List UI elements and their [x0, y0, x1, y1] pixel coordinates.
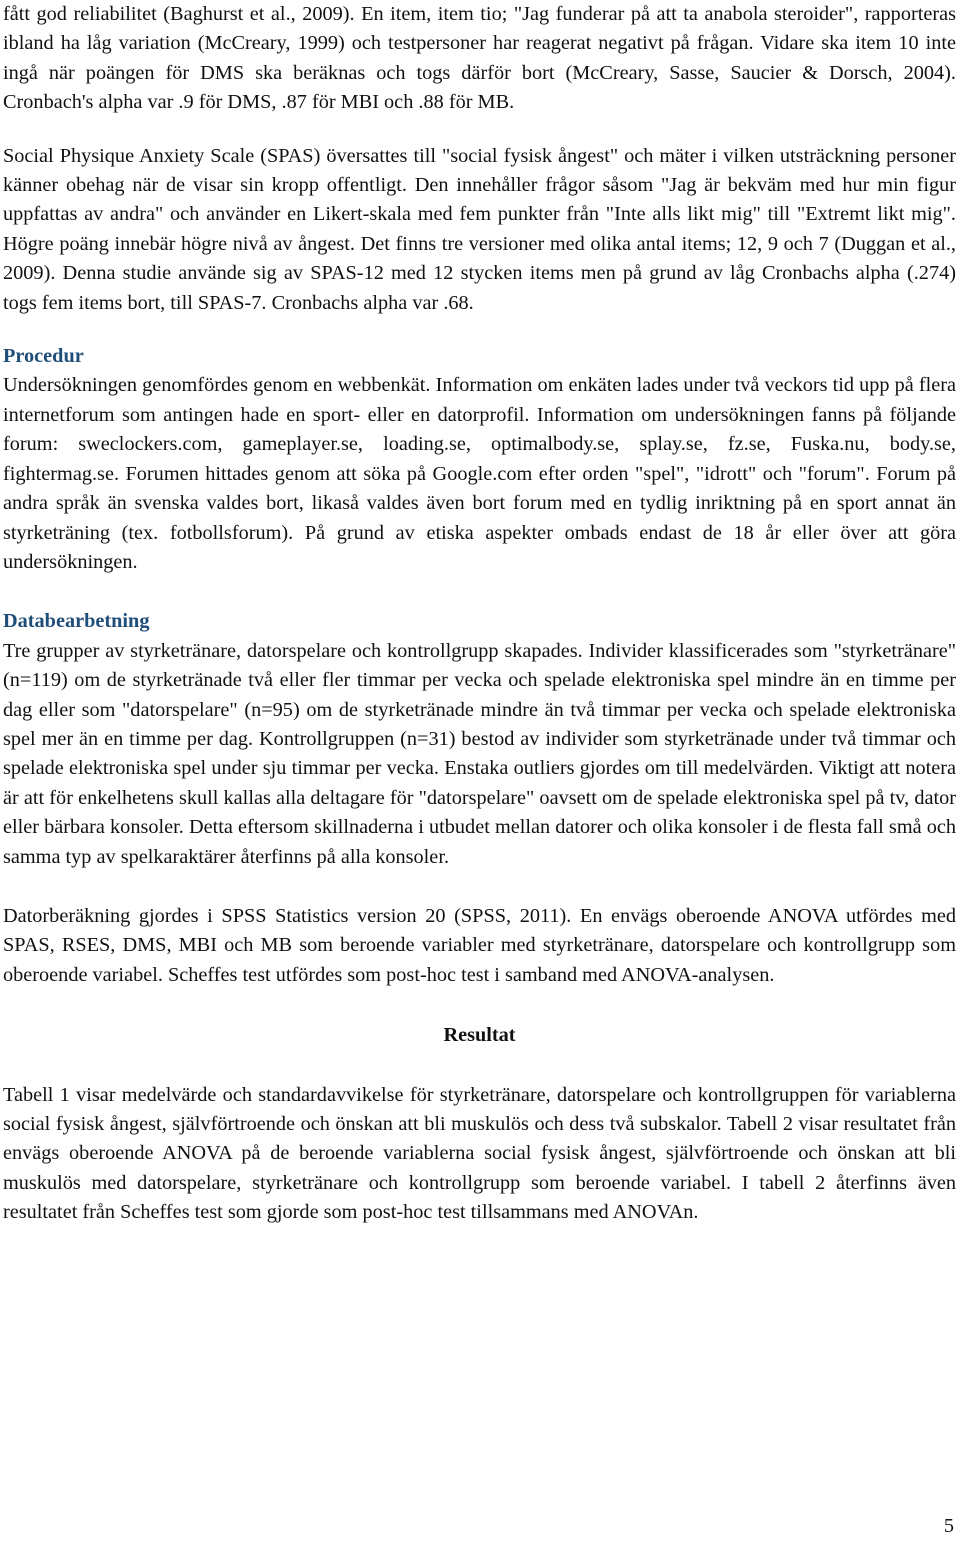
paragraph-databearbetning: Tre grupper av styrketränare, datorspelare och kontrollgrupp skapades. Individer klassificerades som "styrketränare" (n=119) om de styrketränade två eller fler timmar per vecka och spelade elektroniska spel mindre än en timme per dag eller som "datorspelare" (n=95) om de styrketränade mindre än två timmar per vecka och spelade elektroniska spel mer än en timme per dag. Kontrollgruppen (n=31) bestod av individer som styrketränade under två timmar och spelade elektroniska spel under sju timmar per vecka. Enstaka outliers gjordes om till medelvärden. Viktigt att notera är att för enkelhetens skull kallas alla deltagare för "datorspelare" oavsett om de spelade elektroniska spel på tv, dator eller bärbara konsoler. Detta eftersom skillnaderna i utbudet mellan datorer och olika konsoler i de flesta fall små och samma typ av spelkaraktärer återfinns på alla konsoler. [3, 639, 956, 868]
paragraph-procedur: Undersökningen genomfördes genom en webbenkät. Information om enkäten lades under två veckors tid upp på flera internetforum som antingen hade en sport- eller en datorprofil. Information om undersökningen fanns på följande forum: sweclockers.com, gameplayer.se, loading.se, optimalbody.se, splay.se, fz.se, Fuska.nu, body.se, fightermag.se. Forumen hittades genom att söka på Google.com efter orden "spel", "idrott" och "forum". Forum på andra språk än svenska valdes bort, likaså valdes även bort forum med en tydlig inriktning på en sport annat än styrketräning (tex. fotbollsforum). På grund av etiska aspekter ombads endast de 18 år eller över att göra undersökningen. [3, 374, 956, 573]
paragraph-reliability: fått god reliabilitet (Baghurst et al., 2009). En item, item tio; "Jag funderar på att ta anabola steroider", rapporteras ibland ha låg variation (McCreary, 1999) och testpersoner har reagerat negativt på frågan. Vidare ska item 10 inte ingå när poängen för DMS ska beräknas och togs därför bort (McCreary, Sasse, Saucier & Dorsch, 2004). Cronbach's alpha var .9 för DMS, .87 för MBI och .88 för MB. [3, 3, 956, 114]
paragraph-datorberakning: Datorberäkning gjordes i SPSS Statistics version 20 (SPSS, 2011). En envägs oberoende ANOVA utfördes med SPAS, RSES, DMS, MBI och MB som beroende variabler med styrketränare, datorspelare och kontrollgrupp som oberoende variabel. Scheffes test utfördes som post-hoc test i samband med ANOVA-analysen. [3, 904, 956, 986]
paragraph-spas: Social Physique Anxiety Scale (SPAS) översattes till "social fysisk ångest" och mäter i vilken utsträckning personer känner obehag när de visar sin kropp offentligt. Den innehåller frågor såsom "Jag är bekväm med hur min figur uppfattas av andra" och använder en Likert-skala med fem punkter från "Inte alls likt mig" till "Extremt likt mig". Högre poäng innebär högre nivå av ångest. Det finns tre versioner med olika antal items; 12, 9 och 7 (Duggan et al., 2009). Denna studie använde sig av SPAS-12 med 12 stycken items men på grund av låg Cronbachs alpha (.274) togs fem items bort, till SPAS-7. Cronbachs alpha var .68. [3, 144, 956, 314]
heading-databearbetning: Databearbetning [3, 610, 150, 633]
heading-resultat: Resultat [443, 1024, 516, 1047]
paragraph-resultat: Tabell 1 visar medelvärde och standardavvikelse för styrketränare, datorspelare och kontrollgruppen för variablerna social fysisk ångest, självförtroende och önskan att bli muskulös och dess två subskalor. Tabell 2 visar resultatet från envägs oberoende ANOVA på de beroende variablerna social fysisk ångest, självförtroende och önskan att bli muskulös med datorspelare, styrketränare och kontrollgrupp som beroende variabel. I tabell 2 återfinns även resultatet från Scheffes test som gjorde som post-hoc test tillsammans med ANOVAn. [3, 1083, 956, 1224]
document-page [3, 0, 956, 1228]
page-number: 5 [943, 1515, 954, 1537]
heading-procedur: Procedur [3, 345, 84, 368]
